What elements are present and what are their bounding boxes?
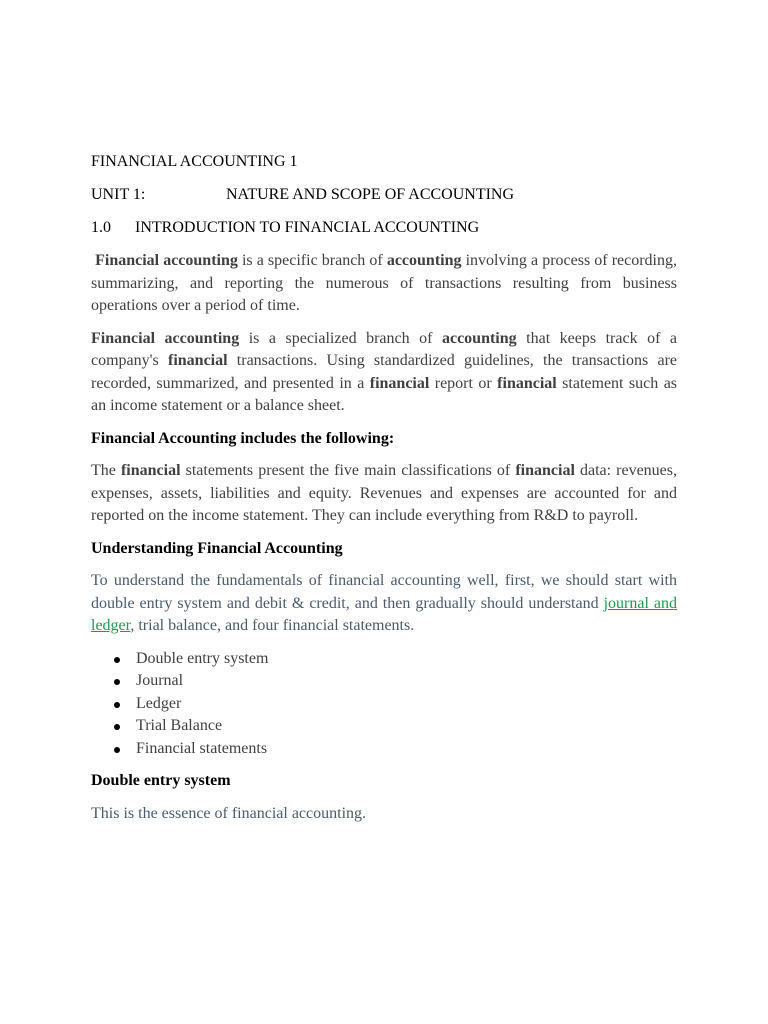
bullet-icon: [114, 657, 120, 663]
unit-number: UNIT 1:: [91, 186, 146, 203]
essence-paragraph: This is the essence of financial accounting.: [91, 804, 367, 822]
section-heading: [91, 217, 677, 240]
bullet-icon: [114, 679, 120, 685]
understanding-heading: Understanding Financial Accounting: [91, 539, 343, 557]
intro-paragraph-1: Financial accounting is a specific branch of accounting involving a process of recording, summarizing, and reporting the numerous of transactions resulting from business operations over a period of time.: [91, 252, 677, 314]
bullet-icon: [114, 702, 120, 708]
double-entry-heading: Double entry system: [91, 772, 231, 789]
classifications-paragraph: The financial statements present the five main classifications of financial data: revenues, expenses, assets, liabilities and equity. Revenues and expenses are accounted for and reported on the income statement. They can include everything from R&D to payroll.: [91, 462, 678, 524]
unit-heading: [91, 184, 677, 207]
list-item: Financial statements: [91, 738, 677, 761]
includes-heading: Financial Accounting includes the following:: [91, 429, 395, 447]
section-title: INTRODUCTION TO FINANCIAL ACCOUNTING: [135, 219, 480, 236]
term-financial-accounting: Financial accounting: [95, 252, 238, 269]
unit-title: NATURE AND SCOPE OF ACCOUNTING: [226, 186, 515, 203]
journal-and-ledger-link[interactable]: journal and ledger: [91, 594, 677, 634]
bullet-icon: [114, 724, 120, 730]
topics-list: [91, 648, 677, 761]
document-page: [91, 151, 677, 835]
list-item: Journal: [91, 670, 677, 693]
bullet-icon: [114, 747, 120, 753]
understanding-paragraph: To understand the fundamentals of financial accounting well, first, we should start with double entry system and debit & credit, and then gradually should understand journal and ledger, trial balance, and four financial statements.: [91, 572, 677, 634]
list-item: Ledger: [91, 693, 677, 716]
list-item: Double entry system: [91, 648, 677, 671]
section-number: 1.0: [91, 219, 111, 236]
course-title: FINANCIAL ACCOUNTING 1: [91, 153, 298, 170]
list-item: Trial Balance: [91, 715, 677, 738]
intro-paragraph-2: Financial accounting is a specialized branch of accounting that keeps track of a company's financial transactions. Using standardized guidelines, the transactions are recorded, summarized, and presented in a financial report or financial statement such as an income statement or a balance sheet.: [91, 329, 678, 414]
